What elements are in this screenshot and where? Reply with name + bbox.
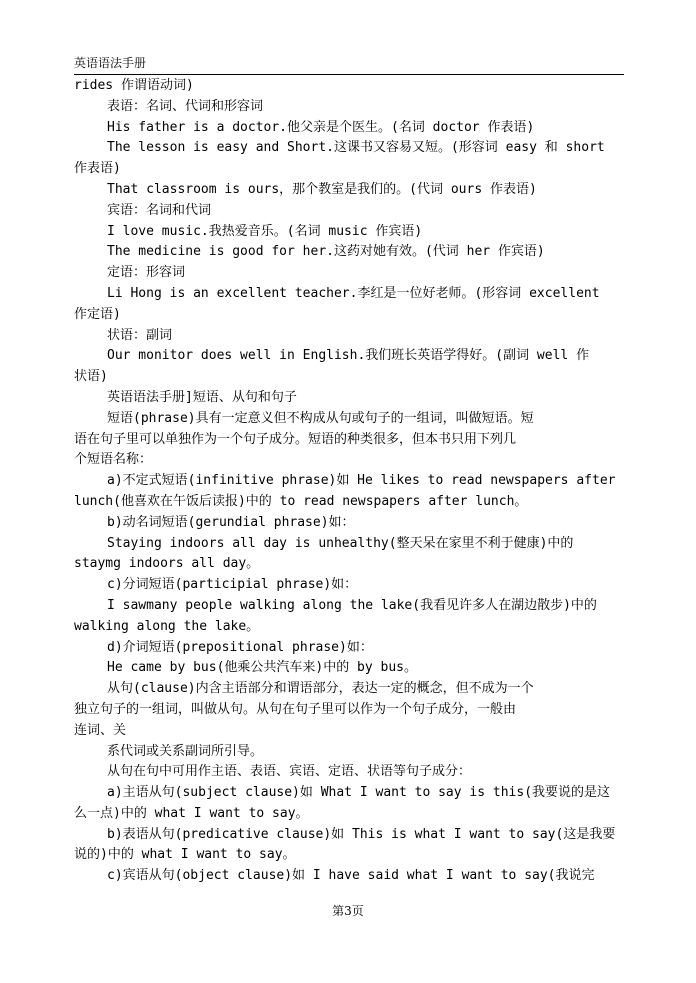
text-line: 连词、关	[74, 722, 127, 738]
page-number	[0, 902, 696, 919]
text-line: His father is a doctor.他父亲是个医生。(名词 doctor 作表语)	[107, 119, 535, 135]
text-line: 作定语)	[74, 306, 121, 322]
text-line: lunch(他喜欢在午饭后读报)中的 to read newspapers after lunch。	[74, 493, 528, 509]
text-line: I love music.我热爱音乐。(名词 music 作宾语)	[107, 223, 423, 239]
text-line: Staying indoors all day is unhealthy(整天呆在家里不利于健康)中的	[107, 535, 574, 551]
text-line: 从句(clause)内含主语部分和谓语部分，表达一定的概念，但不成为一个	[107, 681, 534, 697]
text-line: Li Hong is an excellent teacher.李红是一位好老师。(形容词 excellent	[107, 285, 600, 301]
text-line: c)宾语从句(object clause)如 I have said what I want to say(我说完	[107, 868, 595, 884]
text-line: 状语)	[74, 369, 108, 385]
text-line: d)介词短语(prepositional phrase)如：	[107, 639, 373, 655]
text-line: I sawmany people walking along the lake(我看见许多人在湖边散步)中的	[107, 597, 597, 613]
text-line: 独立句子的一组词，叫做从句。从句在句子里可以作为一个句子成分，一般由	[74, 701, 517, 717]
text-line: The lesson is easy and Short.这课书又容易又短。(形容词 easy 和 short	[107, 140, 605, 156]
text-line: 说的)中的 what I want to say。	[74, 847, 296, 863]
text-line: 宾语：名词和代词	[107, 202, 212, 218]
text-line: a)主语从句(subject clause)如 What I want to say is this(我要说的是这	[107, 785, 611, 801]
page-number-label: 第3页	[332, 904, 364, 918]
text-line: 系代词或关系副词所引导。	[107, 743, 264, 759]
text-line: 表语：名词、代词和形容词	[107, 98, 264, 114]
text-line: 从句在句中可用作主语、表语、宾语、定语、状语等句子成分：	[107, 764, 472, 780]
text-line: Our monitor does well in English.我们班长英语学得好。(副词 well 作	[107, 348, 590, 364]
header-title: 英语语法手册	[74, 56, 147, 70]
text-line: 英语语法手册]短语、从句和句子	[107, 389, 297, 405]
text-line: 作表语)	[74, 161, 121, 177]
text-line: 定语：形容词	[107, 265, 186, 281]
running-header	[74, 54, 624, 75]
text-line: c)分词短语(participial phrase)如：	[107, 577, 358, 593]
text-line: 短语(phrase)具有一定意义但不构成从句或句子的一组词，叫做短语。短	[107, 410, 534, 426]
text-line: a)不定式短语(infinitive phrase)如 He likes to read newspapers after	[107, 473, 616, 489]
text-line: He came by bus(他乘公共汽车来)中的 by bus。	[107, 660, 418, 676]
text-line: rides 作谓语动词)	[74, 78, 194, 93]
text-line: 个短语名称：	[74, 452, 153, 468]
body-text	[74, 76, 642, 887]
text-line: staymg indoors all day。	[74, 556, 260, 572]
text-line: 么一点)中的 what I want to say。	[74, 805, 309, 821]
text-line: 语在句子里可以单独作为一个句子成分。短语的种类很多，但本书只用下列几	[74, 431, 517, 447]
text-line: b)动名词短语(gerundial phrase)如：	[107, 514, 355, 530]
text-line: That classroom is ours，那个教室是我们的。(代词 ours 作表语)	[107, 181, 537, 197]
text-line: b)表语从句(predicative clause)如 This is what I want to say(这是我要	[107, 826, 616, 842]
text-line: The medicine is good for her.这药对她有效。(代词 her 作宾语)	[107, 244, 545, 260]
text-line: walking along the lake。	[74, 618, 260, 634]
text-line: 状语：副词	[107, 327, 173, 343]
